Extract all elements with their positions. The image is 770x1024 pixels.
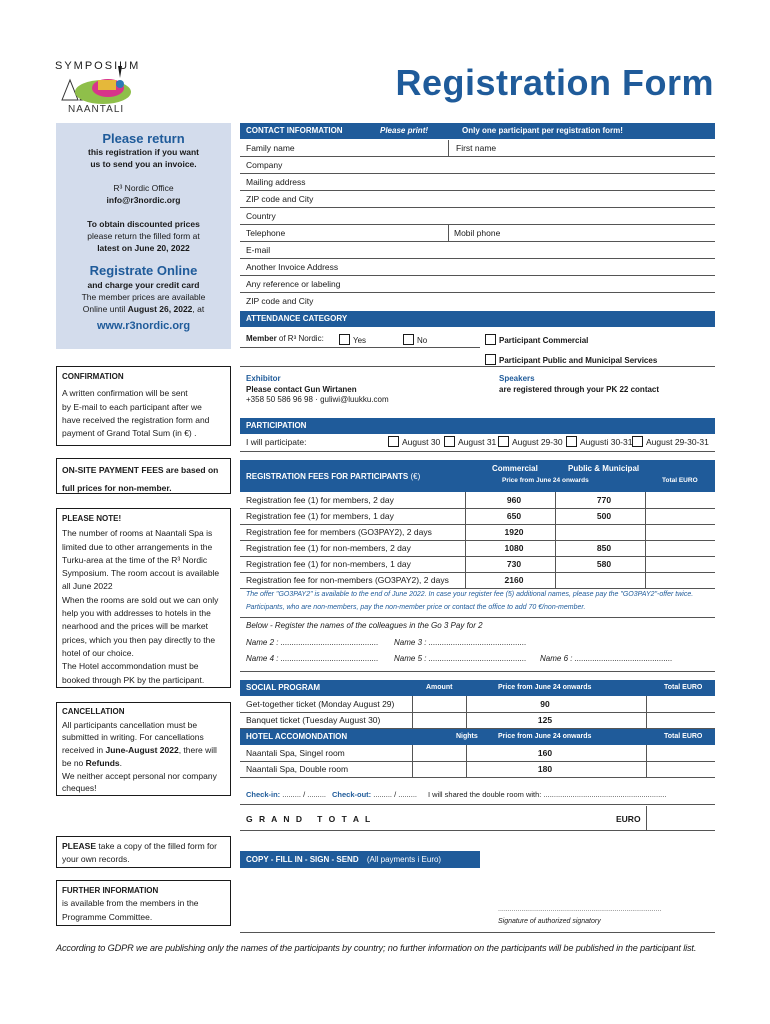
cancellation-line-6: cheques!: [62, 783, 97, 794]
day-checkbox[interactable]: [632, 436, 643, 447]
please-return-heading: Please return: [102, 131, 185, 146]
please-return-text-1: this registration if you want: [88, 147, 199, 157]
cancellation-line-1: All participants cancellation must be: [62, 719, 198, 730]
fee-commercial-price: 730: [506, 559, 522, 569]
member-no-checkbox[interactable]: [403, 334, 414, 345]
please-note-heading: PLEASE NOTE!: [62, 514, 122, 523]
exhibitor-contact: Please contact Gun Wirtanen: [246, 385, 357, 394]
divider: [412, 696, 413, 728]
fee-row-label: Registration fee (1) for non-members, 1 day: [246, 559, 411, 569]
mailing-address-label: Mailing address: [246, 177, 306, 187]
divider: [646, 745, 647, 777]
hotel-heading: HOTEL ACCOMONDATION: [246, 732, 348, 741]
day-option-aug30[interactable]: August 30: [388, 434, 440, 451]
please-print-label: Please print!: [380, 126, 429, 135]
day-option-aug30-31[interactable]: Augusti 30-31: [566, 434, 632, 451]
please-note-line: booked through PK by the participant.: [62, 674, 205, 685]
office-name: R³ Nordic Office: [113, 183, 174, 193]
mailing-address-field[interactable]: [240, 174, 715, 191]
speakers-heading: Speakers: [499, 374, 535, 383]
confirmation-heading: CONFIRMATION: [62, 372, 124, 381]
go3pay-names-heading: Below - Register the names of the colleagues in the Go 3 Pay for 2: [246, 621, 483, 630]
one-participant-label: Only one participant per registration form!: [462, 126, 623, 135]
country-label: Country: [246, 211, 276, 221]
please-note-line: nearhood and the prices will be market: [62, 621, 208, 632]
online-text-2: The member prices are available: [81, 292, 206, 302]
online-text-1: and charge your credit card: [87, 280, 200, 290]
onsite-fees-box: [56, 458, 231, 494]
please-note-line: hotel of our choice.: [62, 647, 134, 658]
zip-city-2-field[interactable]: [240, 293, 715, 313]
day-option-aug29-30-31[interactable]: August 29-30-31: [632, 434, 709, 451]
social-price-from: Price from June 24 onwards: [498, 684, 592, 691]
hotel-bar: [240, 729, 715, 745]
further-info-line-1: is available from the members in the: [62, 898, 199, 909]
fee-row-label: Registration fee (1) for members, 2 day: [246, 495, 394, 505]
confirmation-line-1: A written confirmation will be sent: [62, 388, 188, 399]
discount-text-3: latest on June 20, 2022: [97, 243, 190, 253]
hotel-nights-header: Nights: [456, 733, 478, 740]
fee-public-price: 580: [596, 559, 612, 569]
go3pay2-note-2: Participants, who are non-members, pay the non-member price or contact the office to add 70 €/non-member.: [246, 604, 586, 611]
further-info-line-2: Programme Committee.: [62, 911, 153, 922]
online-text-3: Online until August 26, 2022, at: [82, 304, 205, 314]
copy-note-line-2: your own records.: [62, 854, 130, 865]
family-name-field[interactable]: [240, 140, 715, 157]
day-checkbox[interactable]: [566, 436, 577, 447]
cancellation-box: [56, 702, 231, 796]
zip-city-label: ZIP code and City: [246, 194, 314, 204]
name-2-field[interactable]: Name 2 : ............................................: [246, 638, 379, 647]
signature-label: Signature of authorized signatory: [498, 918, 601, 925]
email-field[interactable]: [240, 242, 715, 259]
name-4-field[interactable]: Name 4 : ............................................: [246, 654, 379, 663]
cancellation-line-5: We neither accept personal nor company: [62, 770, 217, 781]
social-row-banquet[interactable]: Banquet ticket (Tuesday August 30) 125: [240, 712, 715, 729]
please-note-line: prices, which you then pay directly to the: [62, 634, 216, 645]
divider: [466, 696, 467, 728]
please-note-line: The Hotel accommondation must be: [62, 661, 199, 672]
confirmation-line-4: payment of Grand Total Sum (in €) .: [62, 428, 197, 439]
copy-note-line-1: PLEASE take a copy of the filled form for: [62, 841, 217, 851]
member-label: Member of R³ Nordic:: [246, 334, 324, 343]
participation-bar: PARTICIPATION: [240, 418, 715, 434]
divider: [466, 745, 467, 777]
social-amount-header: Amount: [426, 684, 453, 691]
onsite-text-1: are based on: [163, 465, 219, 475]
fee-commercial-price: 1920: [504, 527, 524, 537]
participation-row: [240, 434, 715, 452]
divider: [555, 492, 556, 588]
day-option-aug29-30[interactable]: August 29-30: [498, 434, 563, 451]
please-note-line: help you with addresses to hotels in the: [62, 608, 211, 619]
divider: [646, 696, 647, 728]
social-row-get-together[interactable]: Get-together ticket (Monday August 29) 90: [240, 696, 715, 713]
member-yes-option[interactable]: Yes: [339, 334, 366, 345]
member-yes-checkbox[interactable]: [339, 334, 350, 345]
cancellation-line-4: be no Refunds.: [62, 757, 123, 768]
cancellation-line-3: received in June-August 2022, there will: [62, 745, 217, 756]
reference-label: Any reference or labeling: [246, 279, 341, 289]
mobile-phone-label: Mobil phone: [454, 228, 501, 238]
fees-price-from: Price from June 24 onwards: [502, 477, 589, 484]
divider: [645, 492, 646, 588]
day-checkbox[interactable]: [498, 436, 509, 447]
hotel-price-from: Price from June 24 onwards: [498, 733, 592, 740]
participant-commercial-checkbox[interactable]: [485, 334, 496, 345]
copy-note-box: [56, 836, 231, 868]
divider: [646, 806, 647, 830]
fee-public-price: 850: [596, 543, 612, 553]
public-col-header: Public & Municipal: [568, 464, 640, 473]
reference-field[interactable]: [240, 276, 715, 293]
fee-commercial-price: 650: [506, 511, 522, 521]
name-5-field[interactable]: Name 5 : ............................................: [394, 654, 527, 663]
fee-commercial-price: 1080: [504, 543, 524, 553]
contact-info-bar: [240, 123, 715, 139]
grand-total-label: G R A N D T O T A L: [246, 814, 373, 824]
company-label: Company: [246, 160, 283, 170]
share-room-field[interactable]: I will shared the double room with: ...........................................................: [428, 790, 667, 799]
attendance-bar: ATTENDANCE CATEGORY: [240, 311, 715, 327]
participant-commercial-option[interactable]: Participant Commercial: [485, 334, 588, 345]
divider: [240, 366, 715, 367]
zip-city-field[interactable]: [240, 191, 715, 208]
cancellation-line-2: submitted in writing. For cancellations: [62, 732, 204, 743]
checkout-field[interactable]: Check-out: ......... / .........: [332, 790, 418, 799]
please-return-text-2: us to send you an invoice.: [90, 159, 197, 169]
telephone-label: Telephone: [246, 228, 286, 238]
day-option-aug31[interactable]: August 31: [444, 434, 496, 451]
name-3-field[interactable]: Name 3 : ............................................: [394, 638, 527, 647]
divider: [465, 492, 466, 588]
invoice-address-field[interactable]: [240, 259, 715, 276]
fee-public-price: 500: [596, 511, 612, 521]
telephone-field[interactable]: [240, 225, 715, 242]
social-total-header: Total EURO: [664, 684, 703, 691]
gdpr-footer: According to GDPR we are publishing only the names of the participants by country; no further information on the participants will be published in the participant list.: [56, 943, 697, 953]
divider: [240, 804, 715, 805]
divider: [240, 617, 715, 618]
office-email[interactable]: info@r3nordic.org: [106, 195, 181, 205]
speakers-text: are registered through your PK 22 contact: [499, 385, 660, 394]
please-note-box: [56, 508, 231, 688]
confirmation-box: [56, 366, 231, 446]
fee-row[interactable]: [240, 492, 715, 509]
fee-row-label: Registration fee for non-members (GO3PAY2), 2 days: [246, 575, 449, 585]
please-note-line: Symposium. The room accout is available: [62, 568, 220, 579]
cancellation-heading: CANCELLATION: [62, 707, 125, 716]
fee-row[interactable]: [240, 540, 715, 557]
fee-row-label: Registration fee (1) for members, 1 day: [246, 511, 394, 521]
social-program-bar: [240, 680, 715, 696]
go3pay2-note-1: The offer "GO3PAY2" is available to the end of June 2022. In case your register fee (5) additional names, please pay the "GO3PAY2"-offer twice.: [246, 591, 694, 598]
please-note-line: When the rooms are sold out we can only: [62, 594, 219, 605]
fee-row[interactable]: [240, 556, 715, 573]
signature-line: ....................................................................................: [498, 906, 662, 913]
onsite-text-2: full prices for non-member.: [62, 483, 172, 493]
fees-total-header: Total EURO: [662, 477, 698, 484]
contact-info-heading: CONTACT INFORMATION: [246, 126, 343, 135]
fee-row-label: Registration fee (1) for non-members, 2 day: [246, 543, 411, 553]
fees-bar: [240, 460, 715, 492]
fees-heading: REGISTRATION FEES FOR PARTICIPANTS (€): [246, 472, 421, 481]
contact-fields: [240, 140, 715, 313]
payment-currency-note: (All payments i Euro): [366, 855, 442, 864]
first-name-label: First name: [456, 143, 497, 153]
hotel-row-single[interactable]: Naantali Spa, Singel room 160: [240, 745, 715, 762]
participant-public-option[interactable]: Participant Public and Municipal Services: [485, 354, 657, 365]
hotel-total-header: Total EURO: [664, 733, 703, 740]
fee-row[interactable]: [240, 508, 715, 525]
signature-area[interactable]: [240, 868, 715, 933]
discount-text-1: To obtain discounted prices: [87, 219, 200, 229]
grand-total-unit: EURO: [616, 814, 641, 824]
day-checkbox[interactable]: [444, 436, 455, 447]
checkin-field[interactable]: Check-in: ......... / .........: [246, 790, 327, 799]
zip-city-2-label: ZIP code and City: [246, 296, 314, 306]
discount-text-2: please return the filled form at: [87, 231, 200, 241]
name-6-field[interactable]: Name 6 : ............................................: [540, 654, 673, 663]
country-field[interactable]: [240, 208, 715, 225]
logo-text-top: SYMPOSIUM: [55, 60, 141, 72]
website-link[interactable]: www.r3nordic.org: [96, 320, 191, 332]
commercial-col-header: Commercial: [492, 464, 538, 473]
fee-commercial-price: 2160: [504, 575, 524, 585]
further-info-box: [56, 880, 231, 926]
fee-public-price: 770: [596, 495, 612, 505]
please-note-line: limited due to other arrangements in the: [62, 541, 213, 552]
divider: [240, 347, 480, 348]
onsite-heading: ON-SITE PAYMENT FEES: [62, 465, 164, 475]
please-note-line: Turku-area at the time of the R³ Nordic: [62, 554, 208, 565]
social-program-heading: SOCIAL PROGRAM: [246, 683, 321, 692]
copy-fill-sign-send-label: COPY - FILL IN - SIGN - SEND: [246, 855, 359, 864]
confirmation-line-2: by E-mail to each participant after we: [62, 401, 202, 412]
fee-row-label: Registration fee for members (GO3PAY2), 2 days: [246, 527, 432, 537]
registrate-online-heading: Registrate Online: [89, 263, 198, 278]
email-label: E-mail: [246, 245, 271, 255]
confirmation-line-3: have received the registration form and: [62, 414, 210, 425]
member-no-option[interactable]: No: [403, 334, 427, 345]
hotel-row-double[interactable]: Naantali Spa, Double room 180: [240, 761, 715, 778]
exhibitor-heading: Exhibitor: [246, 374, 281, 383]
divider: [240, 830, 715, 831]
divider: [412, 745, 413, 777]
invoice-address-label: Another Invoice Address: [246, 262, 339, 272]
logo-text-bottom: NAANTALI: [68, 104, 125, 115]
please-note-line: all June 2022: [62, 581, 113, 592]
company-field[interactable]: [240, 157, 715, 174]
fee-row[interactable]: [240, 572, 715, 589]
participant-public-checkbox[interactable]: [485, 354, 496, 365]
copy-fill-sign-send-bar: [240, 851, 480, 868]
fee-commercial-price: 960: [506, 495, 522, 505]
page-title: Registration Form: [395, 62, 714, 103]
fee-row[interactable]: [240, 524, 715, 541]
exhibitor-phone-email: +358 50 586 96 98 · guliwi@luukku.com: [246, 395, 389, 404]
family-name-label: Family name: [246, 143, 295, 153]
further-info-heading: FURTHER INFORMATION: [62, 886, 159, 895]
please-note-line: The number of rooms at Naantali Spa is: [62, 528, 213, 539]
day-checkbox[interactable]: [388, 436, 399, 447]
divider: [240, 671, 715, 672]
will-participate-label: I will participate:: [246, 437, 307, 447]
